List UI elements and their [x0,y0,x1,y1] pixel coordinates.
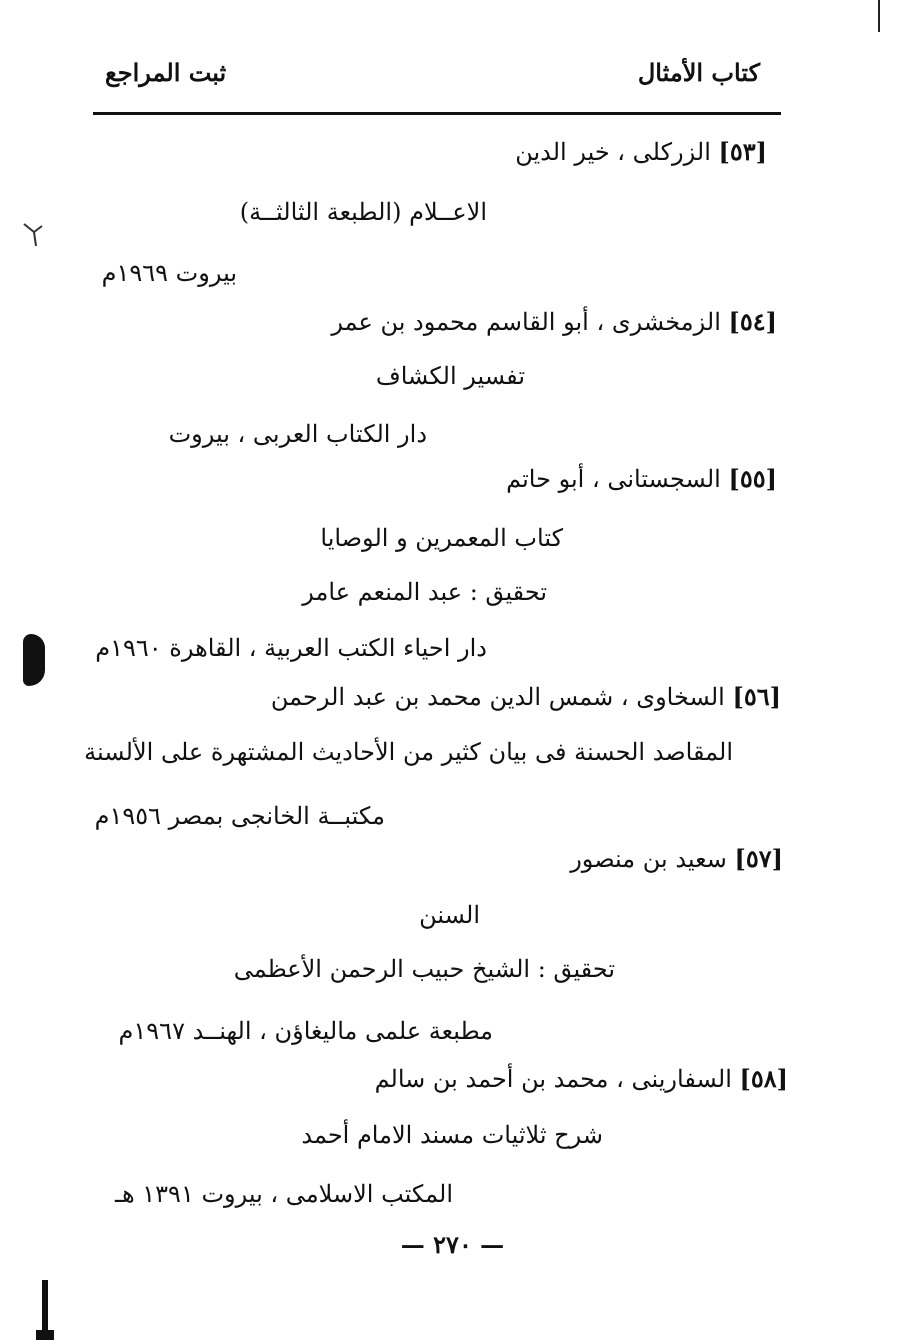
entry-number: [٥٦] [732,682,781,711]
entry-56-author-line [271,681,781,713]
running-head-book-title: كتاب الأمثال [637,58,760,87]
entry-57-editor: تحقيق : الشيخ حبيب الرحمن الأعظمى [233,955,615,983]
entry-55-editor: تحقيق : عبد المنعم عامر [302,578,547,606]
entry-number: [٥٧] [734,844,783,873]
scan-mark-top [878,0,880,32]
entry-author: الزركلى ، خير الدين [515,138,711,166]
scan-ink-blot [23,634,45,686]
entry-54-publisher: دار الكتاب العربى ، بيروت [168,420,427,448]
entry-57-author-line [570,843,783,875]
entry-author: السجستانى ، أبو حاتم [506,465,721,493]
entry-53-publisher: بيروت ١٩٦٩م [101,259,237,287]
entry-author: السخاوى ، شمس الدين محمد بن عبد الرحمن [270,683,725,711]
entry-58-title: شرح ثلاثيات مسند الامام أحمد [301,1121,603,1149]
scan-tick-mark [22,222,44,248]
scan-mark-bottom-foot [36,1330,54,1340]
page-number: — ٢٧٠ — [400,1230,505,1259]
entry-55-author-line [506,463,777,495]
entry-number: [٥٨] [739,1064,788,1093]
entry-57-title: السنن [419,901,480,929]
header-rule [93,112,781,115]
entry-56-title: المقاصد الحسنة فى بيان كثير من الأحاديث المشتهرة على الألسنة [84,738,733,766]
entry-58-publisher: المكتب الاسلامى ، بيروت ١٣٩١ هـ [114,1180,453,1208]
entry-number: [٥٤] [728,307,777,336]
entry-55-title: كتاب المعمرين و الوصايا [320,524,563,552]
entry-author: الزمخشرى ، أبو القاسم محمود بن عمر [331,308,721,336]
entry-author: سعيد بن منصور [570,845,727,873]
running-head-section-title: ثبت المراجع [105,58,227,87]
entry-53-author-line [515,136,767,168]
entry-number: [٥٥] [728,464,777,493]
entry-54-title: تفسير الكشاف [375,362,525,390]
entry-58-author-line [375,1063,788,1095]
entry-54-author-line [331,306,777,338]
entry-55-publisher: دار احياء الكتب العربية ، القاهرة ١٩٦٠م [95,634,487,662]
entry-56-publisher: مكتبــة الخانجى بمصر ١٩٥٦م [94,802,385,830]
entry-author: السفارينى ، محمد بن أحمد بن سالم [374,1065,732,1093]
entry-number: [٥٣] [718,137,767,166]
entry-57-publisher: مطبعة علمى ماليغاؤن ، الهنــد ١٩٦٧م [118,1017,493,1045]
entry-53-title: الاعــلام (الطبعة الثالثــة) [239,198,487,226]
